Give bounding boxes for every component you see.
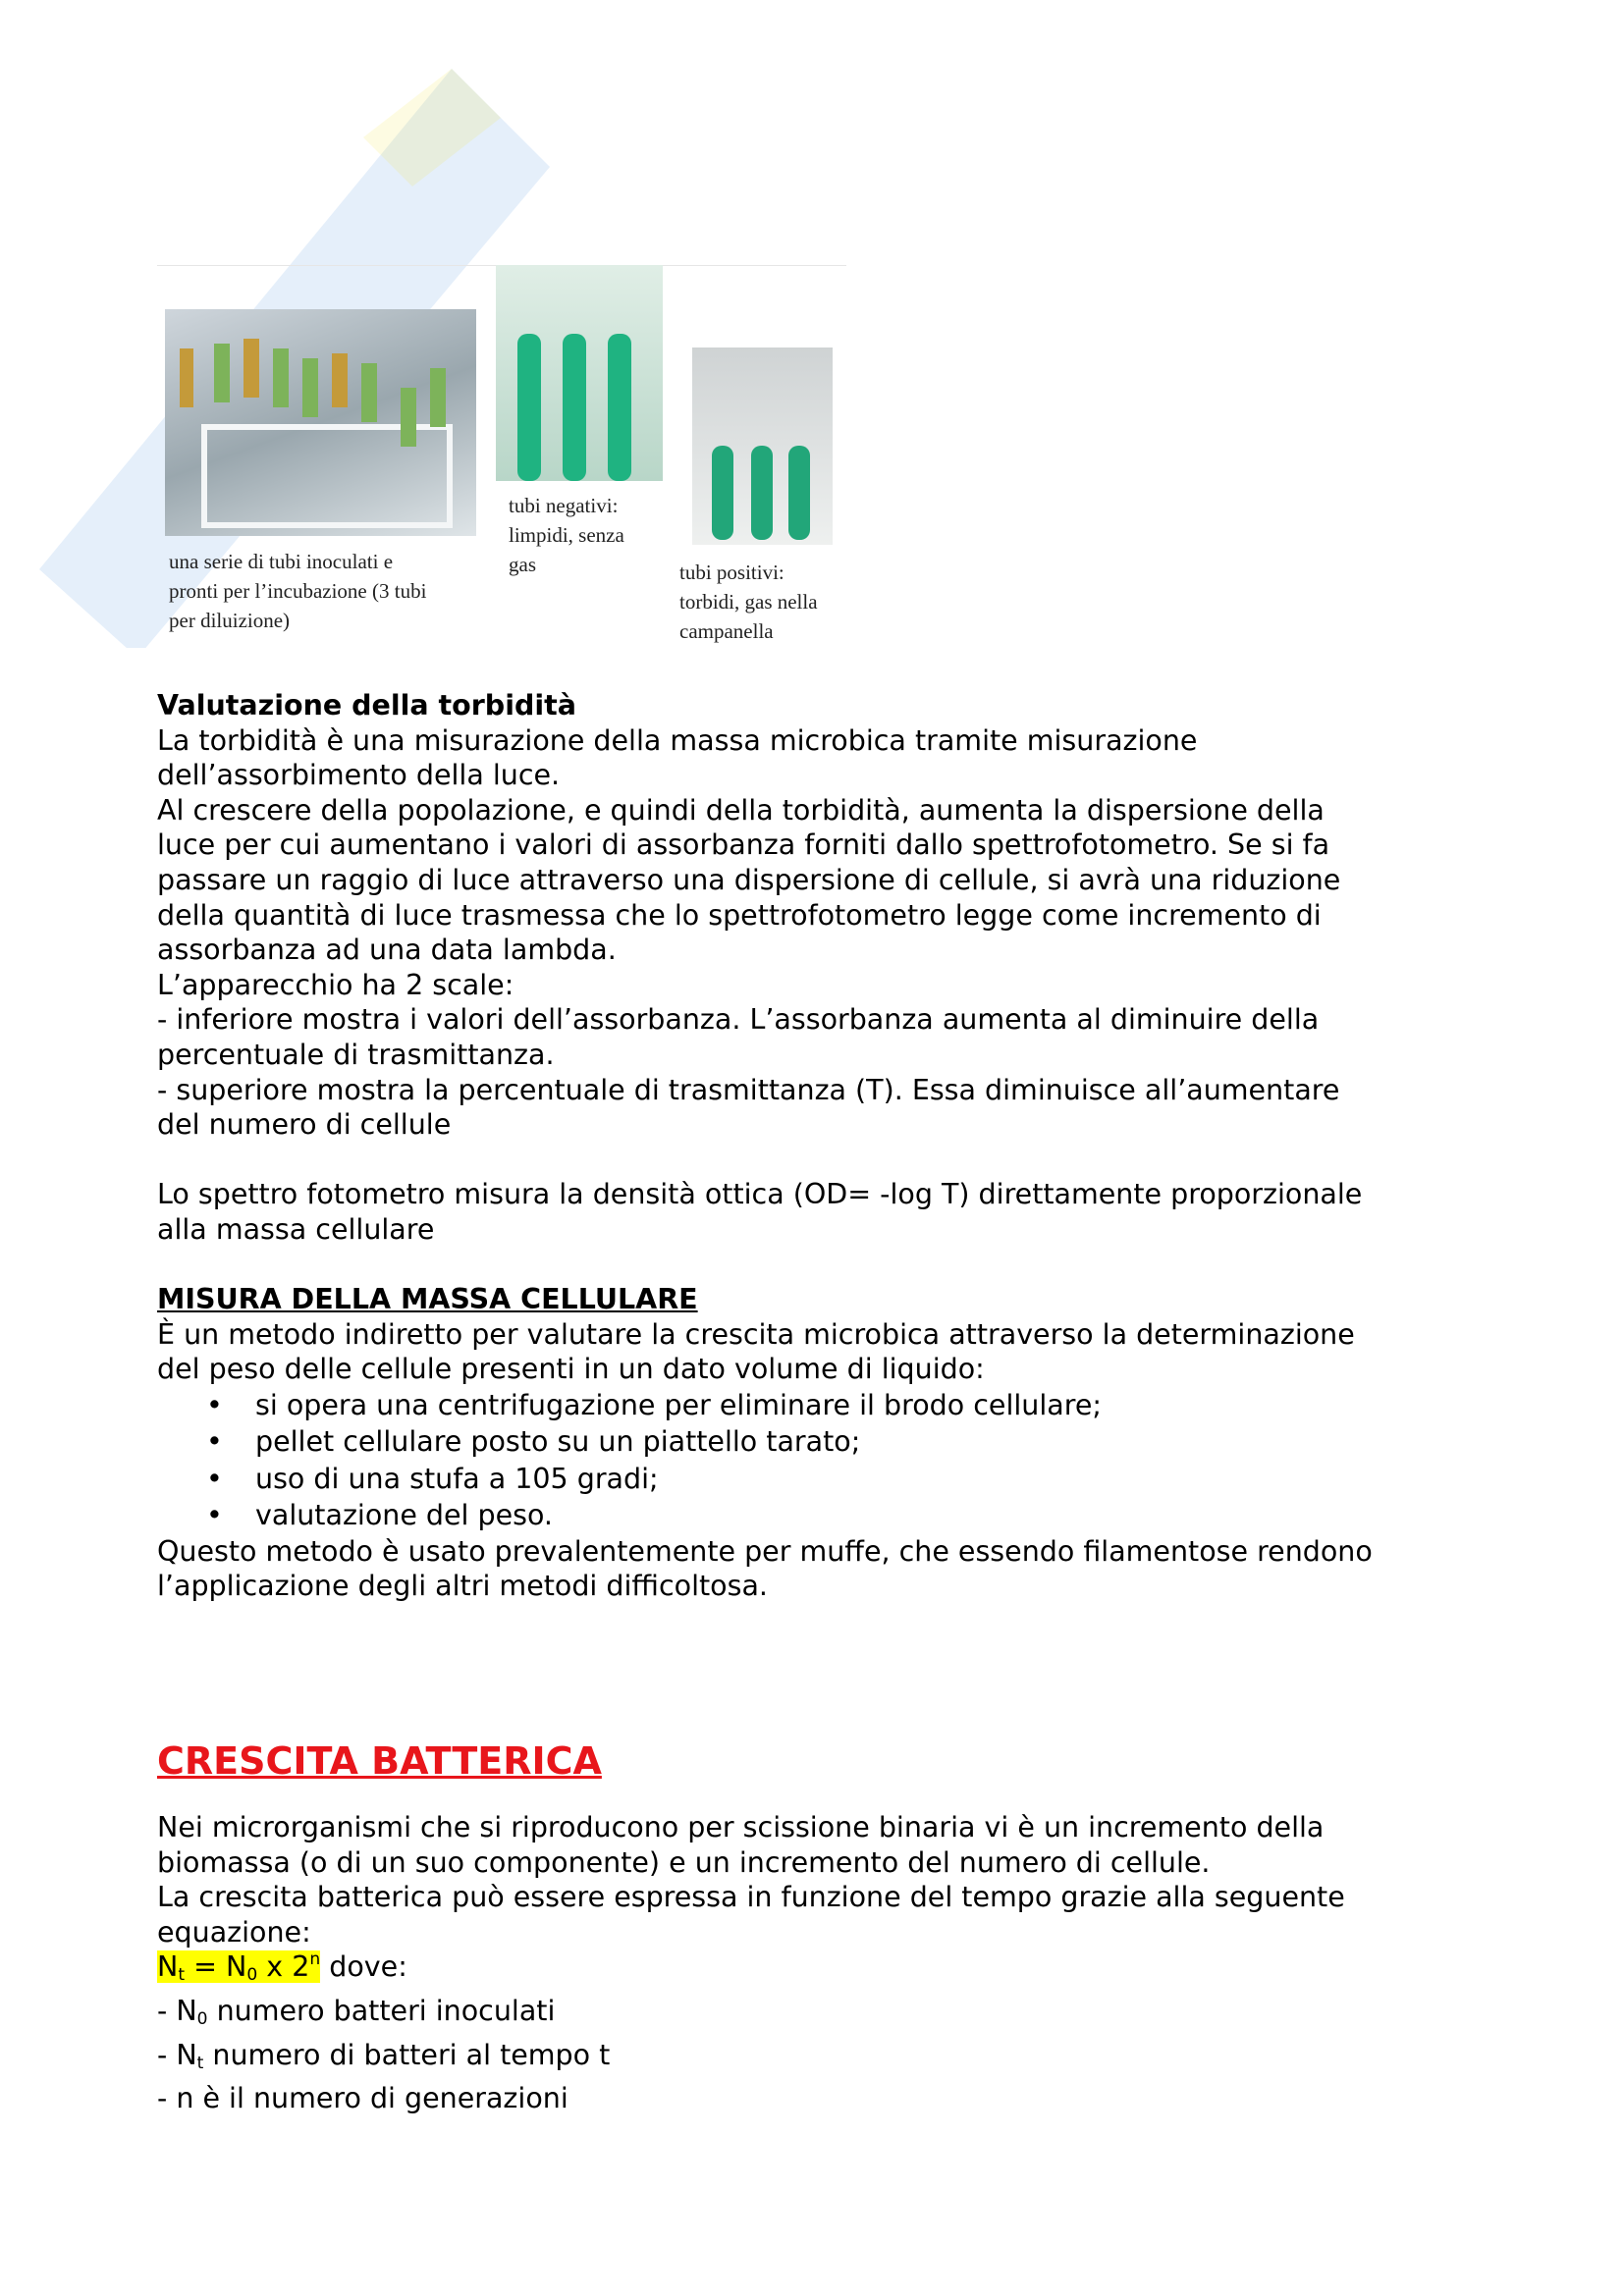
photo-negative-tubes — [496, 265, 663, 481]
photo-positive-tubes — [692, 347, 833, 545]
caption-line: pronti per l’incubazione (3 tubi — [169, 579, 427, 603]
text-line: del peso delle cellule presenti in un dato volume di liquido: — [157, 1353, 985, 1386]
caption-line: gas — [509, 553, 536, 576]
photo-tube-rack — [165, 309, 476, 536]
caption-line: tubi negativi: — [509, 494, 619, 517]
text-line: biomassa (o di un suo componente) e un incremento del numero di cellule. — [157, 1845, 1211, 1879]
caption-positive-tubes — [679, 558, 818, 646]
bullet-item: • pellet cellulare posto su un piattello tarato; — [157, 1423, 1373, 1461]
text-line: percentuale di trasmittanza. — [157, 1038, 555, 1071]
text-line: della quantità di luce trasmessa che lo spettrofotometro legge come incremento di — [157, 898, 1322, 932]
caption-line: per diluizione) — [169, 609, 291, 632]
definition-line: - $N_t$ numero di batteri al tempo t — [157, 2038, 611, 2073]
definition-line: - n è il numero di generazioni — [157, 2082, 568, 2115]
text-line: dell’assorbimento della luce. — [157, 759, 561, 792]
text-line: alla massa cellulare — [157, 1212, 435, 1246]
blank-line — [157, 1248, 1373, 1283]
formula-line: $N_t = N_0$ x 2$^n$ dove: — [157, 1949, 407, 1986]
text-line: La torbidità è una misurazione della massa microbica tramite misurazione — [157, 723, 1198, 757]
section-torbidita — [157, 688, 1373, 1604]
text-line: Nei microrganismi che si riproducono per scissione binaria vi è un incremento della — [157, 1811, 1325, 1843]
caption-line: campanella — [679, 619, 774, 643]
text-line: del numero di cellule — [157, 1108, 452, 1142]
text-line: l’applicazione degli altri metodi difficoltosa. — [157, 1570, 768, 1603]
section-title-crescita: CRESCITA BATTERICA — [157, 1739, 602, 1783]
bullet-item: • valutazione del peso. — [157, 1497, 1373, 1534]
definition-line: - $N_0$ numero batteri inoculati — [157, 1994, 556, 2029]
section-heading: MISURA DELLA MASSA CELLULARE — [157, 1283, 698, 1316]
caption-line: una serie di tubi inoculati e — [169, 550, 394, 573]
text-line: assorbanza ad una data lambda. — [157, 934, 617, 967]
text-line: luce per cui aumentano i valori di assorbanza forniti dallo spettrofotometro. Se si fa — [157, 828, 1330, 862]
caption-line: torbidi, gas nella — [679, 590, 818, 614]
text-line: Lo spettro fotometro misura la densità ottica (OD= -log T) direttamente proporzionale — [157, 1178, 1363, 1211]
blank-line — [157, 1143, 1373, 1178]
formula-highlight: $N_t = N_0$ x 2$^n$ — [157, 1949, 321, 1986]
section-heading: Valutazione della torbidità — [157, 689, 576, 721]
section-crescita — [157, 1810, 1345, 2125]
bullet-item: • si opera una centrifugazione per eliminare il brodo cellulare; — [157, 1387, 1373, 1424]
text-line: La crescita batterica può essere espressa in funzione del tempo grazie alla seguente — [157, 1881, 1345, 1914]
text-line: equazione: — [157, 1915, 311, 1949]
text-line: Questo metodo è usato prevalentemente per muffe, che essendo filamentose rendono — [157, 1534, 1373, 1568]
text-line: L’apparecchio ha 2 scale: — [157, 968, 514, 1001]
text-line: È un metodo indiretto per valutare la crescita microbica attraverso la determinazione — [157, 1317, 1355, 1351]
bullet-list — [157, 1387, 1373, 1534]
text-line: Al crescere della popolazione, e quindi della torbidità, aumenta la dispersione della — [157, 793, 1325, 827]
text-line: passare un raggio di luce attraverso una dispersione di cellule, si avrà una riduzione — [157, 863, 1341, 896]
text-line: - superiore mostra la percentuale di trasmittanza (T). Essa diminuisce all’aumentare — [157, 1073, 1340, 1106]
caption-line: tubi positivi: — [679, 561, 784, 584]
bullet-item: • uso di una stufa a 105 gradi; — [157, 1461, 1373, 1498]
caption-negative-tubes — [509, 491, 624, 579]
text-line: - inferiore mostra i valori dell’assorbanza. L’assorbanza aumenta al diminuire della — [157, 1003, 1320, 1037]
caption-line: limpidi, senza — [509, 523, 624, 547]
caption-tube-rack — [169, 547, 426, 635]
